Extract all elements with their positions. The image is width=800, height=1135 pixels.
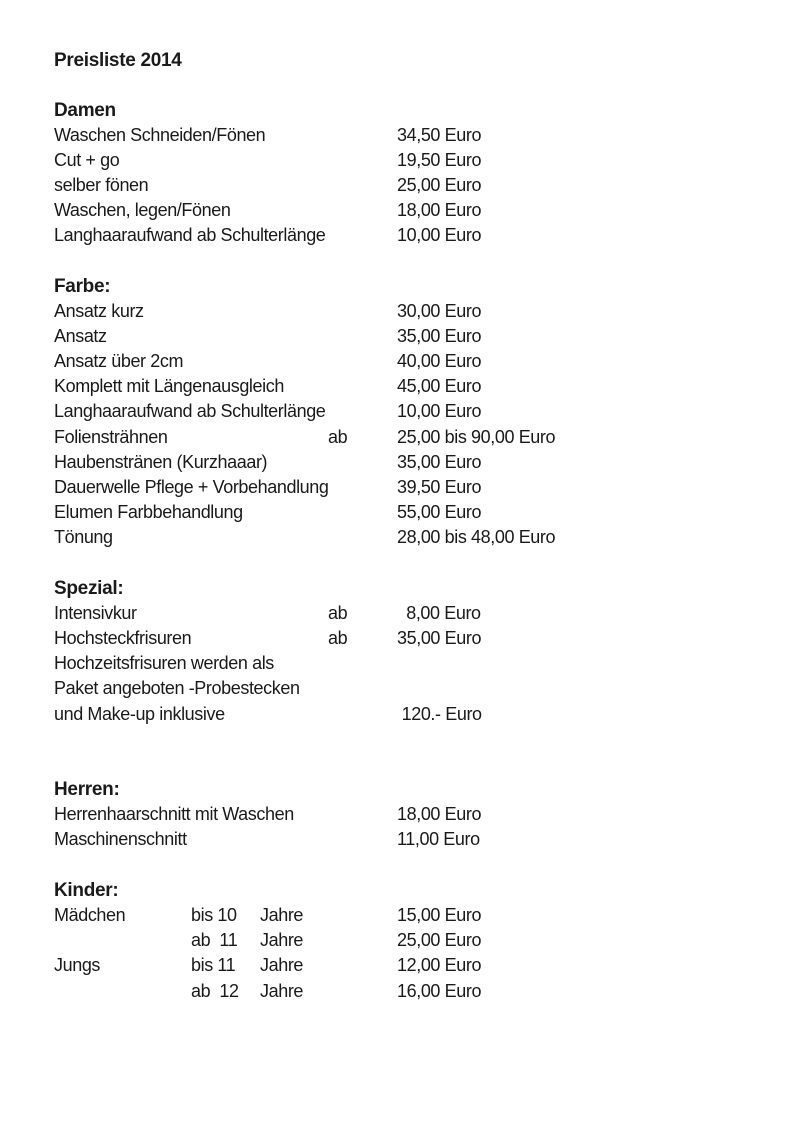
section-heading-damen: Damen <box>54 100 116 121</box>
age-unit: Jahre <box>260 981 304 1001</box>
service-name: Ansatz <box>54 326 107 346</box>
child-group: Mädchen <box>54 905 126 925</box>
service-price: 10,00 Euro <box>397 225 482 245</box>
price-row <box>0 326 800 351</box>
service-price: 18,00 Euro <box>397 804 482 824</box>
service-price: 35,00 Euro <box>397 326 482 346</box>
service-name: Ansatz über 2cm <box>54 351 184 371</box>
service-name: Foliensträhnen <box>54 427 168 447</box>
service-price: 28,00 bis 48,00 Euro <box>397 527 556 547</box>
price-row <box>0 452 800 477</box>
page-title: Preisliste 2014 <box>54 50 182 71</box>
service-name: Dauerwelle Pflege + Vorbehandlung <box>54 477 329 497</box>
age-range: bis 10 <box>191 905 237 925</box>
service-name: Maschinenschnitt <box>54 829 187 849</box>
service-name: Langhaaraufwand ab Schulterlänge <box>54 401 326 421</box>
service-name: Paket angeboten -Probestecken <box>54 678 300 698</box>
price-row <box>0 678 800 703</box>
service-name: Elumen Farbbehandlung <box>54 502 243 522</box>
service-name: Komplett mit Längenausgleich <box>54 376 284 396</box>
service-price: 19,50 Euro <box>397 150 482 170</box>
price-row <box>0 376 800 401</box>
price-prefix: ab <box>328 427 348 447</box>
price-row <box>0 175 800 200</box>
child-group: Jungs <box>54 955 101 975</box>
section-heading-herren: Herren: <box>54 779 120 800</box>
price-row <box>0 401 800 426</box>
price-row <box>0 225 800 250</box>
price-row <box>0 477 800 502</box>
service-price: 11,00 Euro <box>397 829 480 849</box>
section-heading-spezial: Spezial: <box>54 578 124 599</box>
service-price: 25,00 Euro <box>397 175 482 195</box>
service-price: 16,00 Euro <box>397 981 482 1001</box>
price-row <box>0 351 800 376</box>
price-row <box>0 905 800 930</box>
service-name: Cut + go <box>54 150 120 170</box>
service-price: 25,00 bis 90,00 Euro <box>397 427 556 447</box>
service-price: 18,00 Euro <box>397 200 482 220</box>
age-range: ab 11 <box>191 930 238 950</box>
price-row <box>0 804 800 829</box>
service-name: Waschen Schneiden/Fönen <box>54 125 266 145</box>
price-row <box>0 125 800 150</box>
age-range: bis 11 <box>191 955 236 975</box>
age-unit: Jahre <box>260 955 304 975</box>
age-range: ab 12 <box>191 981 239 1001</box>
service-price: 55,00 Euro <box>397 502 482 522</box>
service-price: 25,00 Euro <box>397 930 482 950</box>
service-price: 34,50 Euro <box>397 125 482 145</box>
service-price: 39,50 Euro <box>397 477 482 497</box>
service-name: selber fönen <box>54 175 149 195</box>
age-unit: Jahre <box>260 905 304 925</box>
service-name: Tönung <box>54 527 113 547</box>
price-row <box>0 704 800 729</box>
service-name: Hochsteckfrisuren <box>54 628 192 648</box>
service-price: 15,00 Euro <box>397 905 482 925</box>
price-row <box>0 427 800 452</box>
service-price: 35,00 Euro <box>397 452 482 472</box>
price-row <box>0 150 800 175</box>
service-price: 120.- Euro <box>397 704 482 724</box>
service-price: 10,00 Euro <box>397 401 482 421</box>
section-heading-farbe: Farbe: <box>54 276 111 297</box>
section-heading-kinder: Kinder: <box>54 880 119 901</box>
service-price: 45,00 Euro <box>397 376 482 396</box>
service-price: 8,00 Euro <box>397 603 481 623</box>
age-unit: Jahre <box>260 930 304 950</box>
price-row <box>0 603 800 628</box>
price-row <box>0 930 800 955</box>
service-name: Langhaaraufwand ab Schulterlänge <box>54 225 326 245</box>
service-name: Waschen, legen/Fönen <box>54 200 231 220</box>
service-price: 12,00 Euro <box>397 955 482 975</box>
service-name: Hochzeitsfrisuren werden als <box>54 653 274 673</box>
service-name: Intensivkur <box>54 603 137 623</box>
price-row <box>0 527 800 552</box>
price-row <box>0 628 800 653</box>
price-row <box>0 653 800 678</box>
price-row <box>0 829 800 854</box>
service-name: Haubenstränen (Kurzhaaar) <box>54 452 268 472</box>
service-name: Herrenhaarschnitt mit Waschen <box>54 804 294 824</box>
price-prefix: ab <box>328 603 348 623</box>
service-name: und Make-up inklusive <box>54 704 225 724</box>
price-row <box>0 981 800 1006</box>
price-row <box>0 200 800 225</box>
service-price: 40,00 Euro <box>397 351 482 371</box>
service-name: Ansatz kurz <box>54 301 144 321</box>
price-prefix: ab <box>328 628 348 648</box>
service-price: 30,00 Euro <box>397 301 482 321</box>
price-row <box>0 502 800 527</box>
price-row <box>0 955 800 980</box>
service-price: 35,00 Euro <box>397 628 482 648</box>
price-row <box>0 301 800 326</box>
